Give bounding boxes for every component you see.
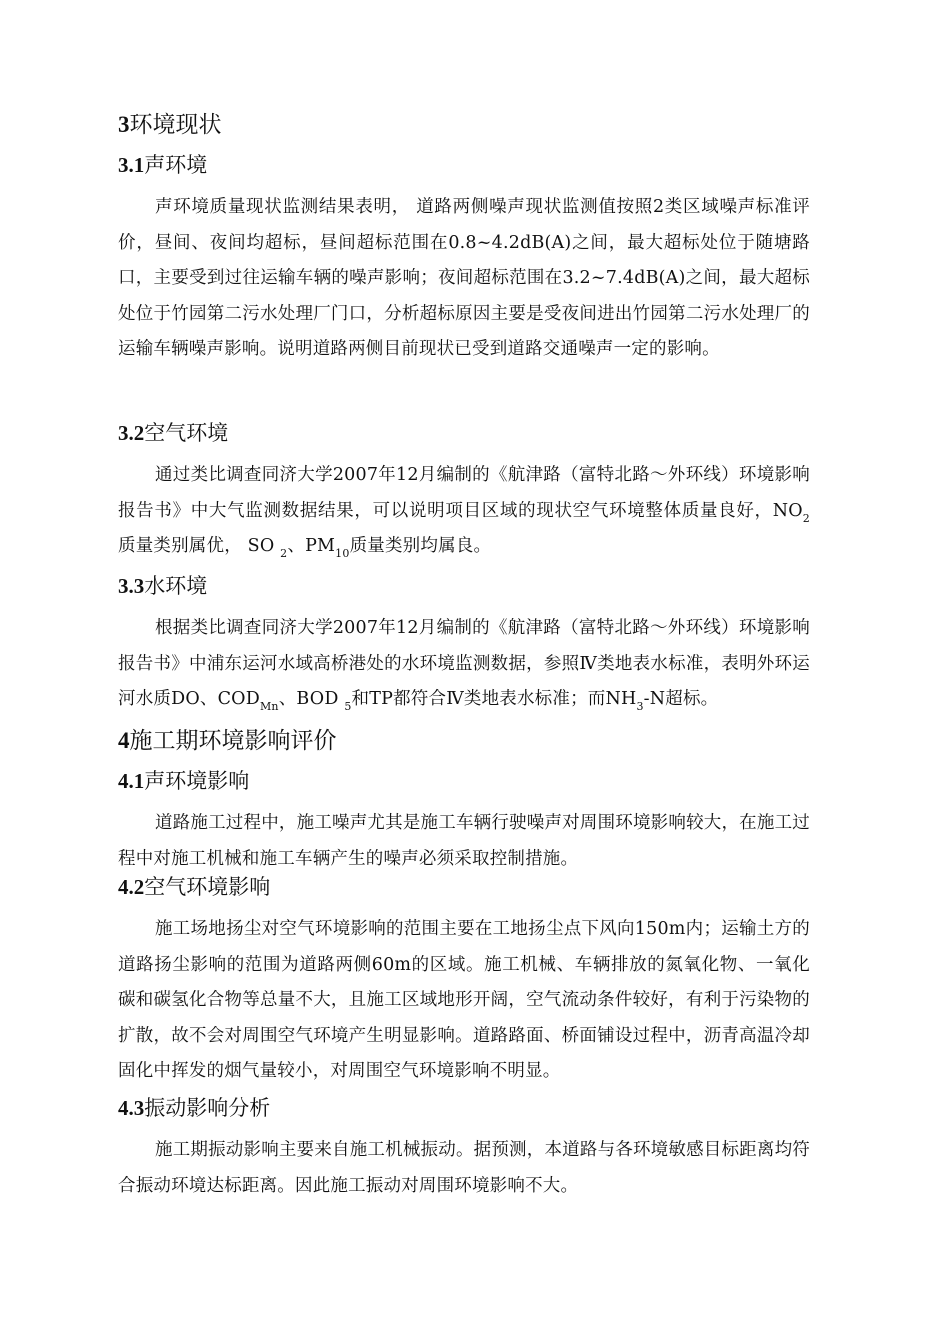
paragraph-4-1: 道路施工过程中，施工噪声尤其是施工车辆行驶噪声对周围环境影响较大，在施工过程中对施工机械和施工车辆产生的噪声必须采取控制措施。 — [118, 813, 810, 869]
section-3-heading: 3环境现状 — [118, 112, 222, 138]
section-4-heading: 4施工期环境影响评价 — [118, 728, 337, 754]
section-3-1-heading: 3.1声环境 — [118, 153, 208, 177]
section-4-2-heading: 4.2空气环境影响 — [118, 875, 271, 899]
paragraph-3-3: 根据类比调查同济大学2007年12月编制的《航津路（富特北路～外环线）环境影响报告书》中浦东运河水域高桥港处的水环境监测数据，参照Ⅳ类地表水标准，表明外环运河水质DO、$COD_{Mn}$、BOD $_5$和TP都符合Ⅳ类地表水标准；而$NH_3-N$超标。 — [118, 618, 810, 713]
section-4-3-heading: 4.3振动影响分析 — [118, 1096, 271, 1120]
section-4-1-heading: 4.1声环境影响 — [118, 769, 250, 793]
section-3-2-heading: 3.2空气环境 — [118, 421, 229, 445]
paragraph-4-3: 施工期振动影响主要来自施工机械振动。据预测，本道路与各环境敏感目标距离均符合振动环境达标距离。因此施工振动对周围环境影响不大。 — [118, 1140, 810, 1196]
section-3-3-heading: 3.3水环境 — [118, 574, 208, 598]
paragraph-3-2: 通过类比调查同济大学2007年12月编制的《航津路（富特北路～外环线）环境影响报告书》中大气监测数据结果，可以说明项目区域的现状空气环境整体质量良好，$NO_2$质量类别属优， SO $_2$、$PM_{10}$质量类别均属良。 — [118, 465, 810, 560]
paragraph-3-1: 声环境质量现状监测结果表明， 道路两侧噪声现状监测值按照2类区域噪声标准评价，昼间、夜间均超标，昼间超标范围在0.8~4.2dB(A)之间，最大超标处位于随塘路口，主要受到过往运输车辆的噪声影响；夜间超标范围在3.2~7.4dB(A)之间，最大超标处位于竹园第二污水处理厂门口，分析超标原因主要是受夜间进出竹园第二污水处理厂的运输车辆噪声影响。说明道路两侧目前现状已受到道路交通噪声一定的影响。 — [118, 197, 810, 359]
paragraph-4-2: 施工场地扬尘对空气环境影响的范围主要在工地扬尘点下风向150m内；运输土方的道路扬尘影响的范围为道路两侧60m的区域。施工机械、车辆排放的氮氧化物、一氧化碳和碳氢化合物等总量不大，且施工区域地形开阔，空气流动条件较好，有利于污染物的扩散，故不会对周围空气环境产生明显影响。道路路面、桥面铺设过程中，沥青高温冷却固化中挥发的烟气量较小，对周围空气环境影响不明显。 — [118, 919, 810, 1081]
